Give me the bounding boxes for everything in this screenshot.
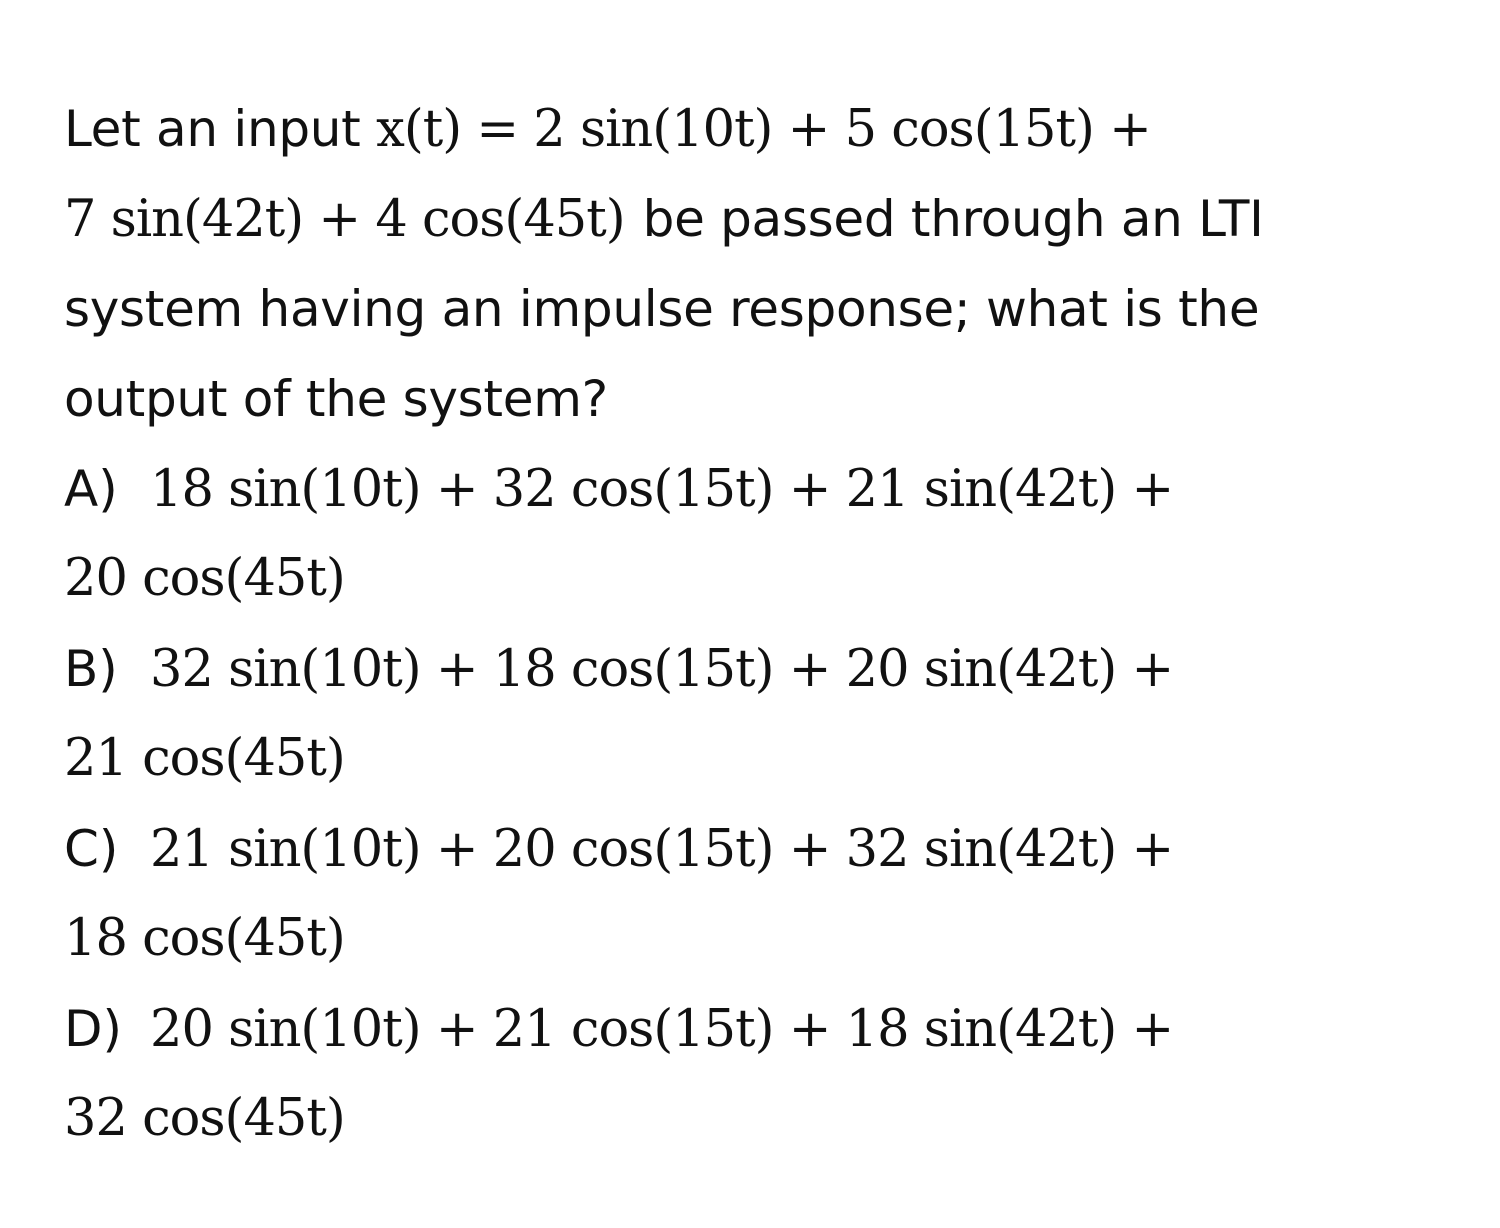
question-text-2: be passed through an LTI bbox=[642, 190, 1264, 248]
question-block bbox=[64, 84, 1444, 1164]
option-expression: 32 sin(10t) + 18 cos(15t) + 20 sin(42t) + bbox=[150, 640, 1174, 699]
option-c[interactable] bbox=[64, 804, 1444, 984]
option-label: D) bbox=[64, 1000, 123, 1058]
question-intro-text: Let an input bbox=[64, 100, 377, 158]
option-expression-cont: 18 cos(45t) bbox=[64, 909, 345, 968]
option-expression: 21 sin(10t) + 20 cos(15t) + 32 sin(42t) + bbox=[150, 820, 1174, 879]
question-text-3: system having an impulse response; what is the bbox=[64, 280, 1260, 338]
question-line-2 bbox=[64, 174, 1444, 264]
option-label: B) bbox=[64, 640, 118, 698]
question-line-1 bbox=[64, 84, 1444, 174]
input-signal-expression: x(t) = 2 sin(10t) + 5 cos(15t) + bbox=[376, 100, 1151, 159]
option-expression-cont: 21 cos(45t) bbox=[64, 729, 345, 788]
question-line-4 bbox=[64, 354, 1444, 444]
option-expression: 20 sin(10t) + 21 cos(15t) + 18 sin(42t) + bbox=[150, 1000, 1174, 1059]
option-label: A) bbox=[64, 460, 118, 518]
input-signal-expression-cont: 7 sin(42t) + 4 cos(45t) bbox=[64, 190, 625, 249]
option-expression-cont: 32 cos(45t) bbox=[64, 1089, 345, 1148]
option-d[interactable] bbox=[64, 984, 1444, 1164]
option-label: C) bbox=[64, 820, 119, 878]
option-expression: 18 sin(10t) + 32 cos(15t) + 21 sin(42t) + bbox=[150, 460, 1174, 519]
option-b[interactable] bbox=[64, 624, 1444, 804]
question-text-4: output of the system? bbox=[64, 370, 608, 428]
question-line-3 bbox=[64, 264, 1444, 354]
option-expression-cont: 20 cos(45t) bbox=[64, 549, 345, 608]
option-a[interactable] bbox=[64, 444, 1444, 624]
